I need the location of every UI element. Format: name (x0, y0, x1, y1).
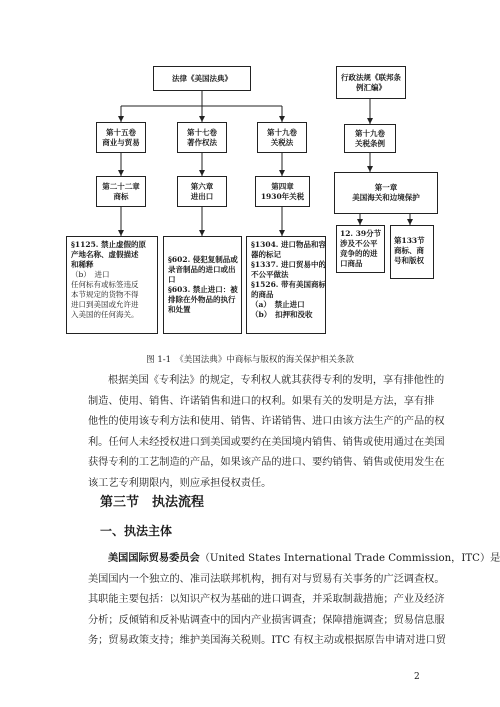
box-line: 进出口 (190, 191, 214, 201)
leaf-line: 和处置 (168, 305, 191, 314)
box-cfr-line: 行政法规《联邦条 (341, 72, 401, 82)
itc-english-name: （United States International Trade Commission，ITC）是 (199, 553, 500, 564)
leaf-line: 不公平做法 (251, 270, 289, 279)
leaf-line: （a） 禁止进口 (251, 300, 305, 309)
paragraph-line (88, 548, 500, 570)
leaf-line: 器的标记 (251, 250, 281, 259)
leaf-line: 涉及不公平 (340, 239, 378, 248)
box-line: 第十七卷 (187, 127, 217, 137)
leaf-line: 入美国的任何海关。 (71, 310, 139, 319)
leaf-line: §603. 禁止进口：被 (168, 285, 238, 294)
paragraph-line: 根据美国《专利法》的规定，专利权人就其获得专利的发明，享有排他性的 (108, 375, 445, 386)
box-us-code-label: 法律《美国法典》 (172, 73, 232, 83)
leaf-line: 商标、商 (394, 246, 424, 255)
leaf-line: 竞争的的进 (340, 249, 378, 258)
leaf-line: 本节规定的货物不得 (71, 290, 139, 299)
leaf-line: 口 (168, 275, 176, 284)
box-line: 第十五卷 (106, 127, 136, 137)
leaf-line: 排除在外物品的执行 (168, 295, 236, 304)
paragraph-line: 他性的使用该专利方法和使用、销售、许诺销售、进口由该方法生产的产品的权 (88, 416, 445, 427)
box-cfr (336, 66, 406, 99)
box-chapter-22 (96, 176, 146, 207)
box-line: 第一章 (374, 183, 398, 192)
box-line: 第十九卷 (267, 127, 297, 137)
box-line: 第六章 (190, 181, 214, 191)
paragraph-patent (88, 371, 445, 494)
paragraph-line: 美国国内一个独立的、准司法联邦机构，拥有对与贸易有关事务的广泛调查权。 (88, 573, 445, 585)
paragraph-line: 获得专利的工艺制造的产品，如果该产品的进口、要约销售、销售或使用发生在 (88, 457, 445, 468)
box-section-1125 (66, 236, 158, 334)
leaf-line: §602. 侵犯复制品或 (168, 255, 238, 264)
leaf-line: 录音制品的进口或出 (168, 265, 236, 274)
leaf-line: §1526. 带有美国商标 (251, 280, 327, 289)
leaf-line: （b） 扣押和没收 (251, 310, 313, 319)
box-line: 商标 (113, 191, 129, 201)
leaf-line: 进口到美国或允许进 (71, 300, 139, 309)
figure-caption: 图 1-1 《美国法典》中商标与版权的海关保护相关条款 (146, 355, 354, 365)
itc-name: 美国国际贸易委员会 (108, 552, 200, 564)
box-line: 第四章 (271, 181, 294, 191)
leaf-line: 产地名称、虚假描述 (71, 250, 139, 259)
box-line: 关税法 (270, 137, 294, 147)
box-chapter-6 (177, 176, 227, 207)
leaf-line: §1304. 进口物品和容 (251, 240, 327, 249)
box-line: 著作权法 (187, 137, 217, 147)
box-title-17 (177, 122, 227, 153)
box-title-15 (96, 122, 146, 153)
box-cfr-part-133 (390, 225, 434, 279)
leaf-line: 的商品 (251, 290, 274, 299)
paragraph-line: 务；贸易政策支持；维护美国海关税则。ITC 有权主动或根据原告申请对进口贸 (88, 635, 447, 646)
box-chapter-4 (255, 176, 310, 207)
paragraph-line: 利。任何人未经授权进口到美国或要约在美国境内销售、销售或使用通过在美国 (88, 436, 445, 448)
page-number: 2 (414, 672, 420, 682)
paragraph-itc (88, 548, 500, 652)
box-section-1304-1337-1526 (246, 236, 326, 334)
leaf-line: （b） 进口 (71, 270, 110, 279)
box-cfr-chapter-1 (334, 172, 438, 214)
box-line: 美国海关和边境保护 (352, 193, 420, 202)
leaf-line: 号和版权 (394, 256, 424, 265)
box-cfr-line: 例汇编》 (356, 82, 386, 92)
box-title-19 (257, 122, 307, 153)
paragraph-line: 分析；反倾销和反补贴调查中的国内产业损害调查；保障措施调查；贸易信息服 (88, 614, 445, 626)
box-section-602-603 (163, 236, 242, 334)
box-line: 第二十二章 (102, 181, 140, 191)
leaf-line: 第133节 (394, 236, 425, 245)
leaf-line: §1125. 禁止虚假的原 (71, 240, 147, 249)
box-cfr-subpart-12-39 (336, 225, 385, 273)
box-us-code (153, 66, 251, 91)
subsection-heading: 一、执法主体 (100, 524, 173, 538)
paragraph-line: 该工艺专利期限内，则应承担侵权责任。 (88, 477, 272, 489)
box-cfr-title-19 (344, 124, 396, 153)
leaf-line: 12. 39分节 (340, 229, 382, 238)
box-line: 商业与贸易 (102, 137, 140, 147)
section-heading: 第三节 执法流程 (100, 495, 205, 510)
box-line: 关税条例 (355, 138, 385, 148)
leaf-line: 任何标有或标签违反 (71, 280, 139, 289)
leaf-line: 口商品 (340, 259, 363, 268)
paragraph-line: 制造、使用、销售、许诺销售和进口的权利。如果有关的发明是方法，享有排 (88, 395, 435, 407)
box-line: 1930年关税 (260, 191, 305, 201)
box-line: 第十九卷 (355, 128, 385, 138)
leaf-line: 和稀释 (71, 260, 94, 269)
leaf-line: §1337. 进口贸易中的 (251, 260, 327, 269)
paragraph-line: 其职能主要包括：以知识产权为基础的进口调查，并采取制裁措施；产业及经济 (88, 594, 445, 605)
